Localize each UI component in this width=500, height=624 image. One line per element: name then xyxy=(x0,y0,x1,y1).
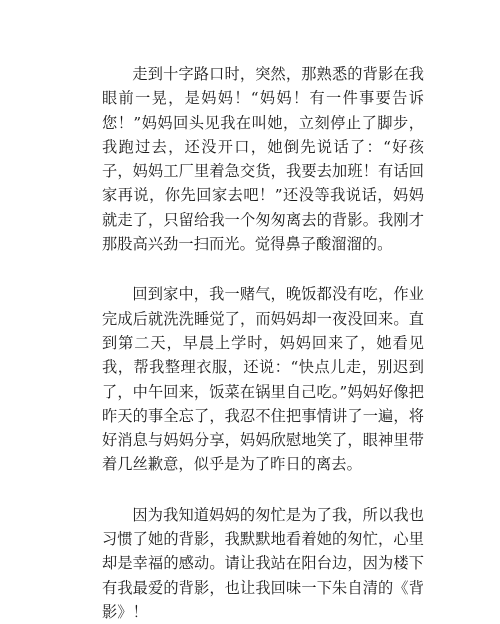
paragraph-2: 回到家中，我一赌气，晚饭都没有吃，作业完成后就洗洗睡觉了，而妈妈却一夜没回来。直到第二天，早晨上学时，妈妈回来了，她看见我，帮我整理衣服，还说：“快点儿走，别迟到了，中午回来，饭菜在锅里自己吃。”妈妈好像把昨天的事全忘了，我忍不住把事情讲了一遍，将好消息与妈妈分享，妈妈欣慰地笑了，眼神里带着几丝歉意，似乎是为了昨日的离去。 xyxy=(102,285,424,474)
paragraph-3: 因为我知道妈妈的匆忙是为了我，所以我也习惯了她的背影，我默默地看着她的匆忙，心里却是幸福的感动。请让我站在阳台边，因为楼下有我最爱的背影，也让我回味一下朱自清的《背影》！ xyxy=(102,505,424,621)
paragraph-1: 走到十字路口时，突然，那熟悉的背影在我眼前一晃，是妈妈！“妈妈！有一件事要告诉您！”妈妈回头见我在叫她，立刻停止了脚步，我跑过去，还没开口，她倒先说话了：“好孩子，妈妈工厂里着急交货，我要去加班！有话回家再说，你先回家去吧！”还没等我说话，妈妈就走了，只留给我一个匆匆离去的背影。我刚才那股高兴劲一扫而光。觉得鼻子酸溜溜的。 xyxy=(102,65,424,254)
document-body xyxy=(102,62,424,624)
